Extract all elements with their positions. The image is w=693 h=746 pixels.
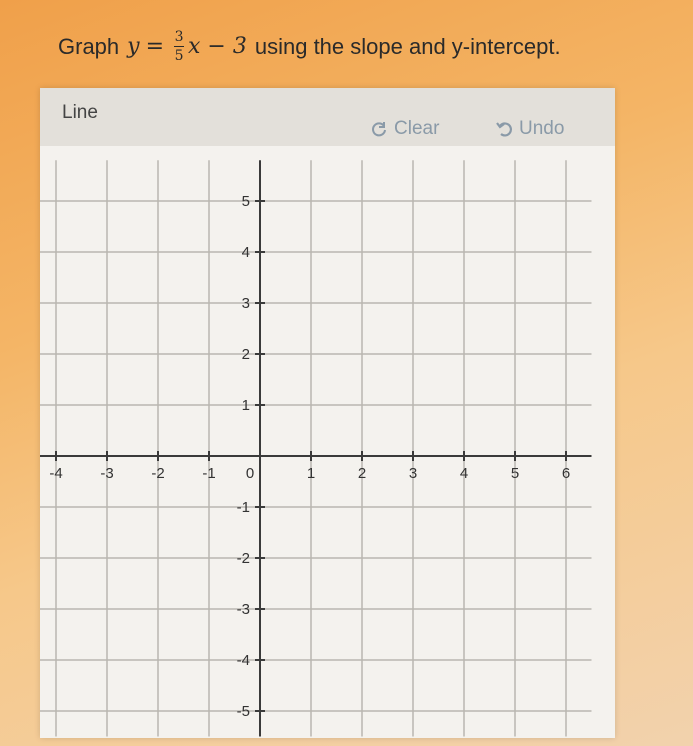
- x-tick-label: 6: [561, 465, 571, 482]
- equation-equals: =: [145, 34, 165, 59]
- clear-label: Clear: [394, 118, 440, 139]
- y-tick-label: -1: [236, 499, 250, 516]
- x-tick-label: 0: [245, 465, 255, 482]
- graph-toolbar: [40, 88, 615, 147]
- prompt-lead: Graph: [58, 33, 120, 59]
- y-tick-label: 3: [241, 295, 250, 312]
- x-tick-label: -1: [202, 465, 216, 482]
- y-tick-label: -2: [236, 550, 250, 567]
- graphing-panel: [40, 88, 615, 738]
- slope-fraction: [174, 30, 184, 63]
- refresh-icon: [370, 120, 388, 138]
- y-tick-label: -3: [236, 601, 250, 618]
- y-tick-label: 4: [241, 244, 250, 261]
- undo-button[interactable]: [495, 118, 564, 140]
- x-tick-label: 5: [510, 465, 520, 482]
- coordinate-grid[interactable]: [40, 146, 615, 738]
- question-prompt: [58, 30, 688, 63]
- grid-background: [40, 146, 615, 738]
- equation-rest: x − 3: [188, 34, 247, 59]
- x-tick-label: 3: [408, 465, 418, 482]
- x-tick-label: 2: [357, 465, 367, 482]
- undo-label: Undo: [519, 118, 565, 139]
- y-tick-label: 2: [241, 346, 250, 363]
- fraction-denominator: 5: [174, 48, 184, 64]
- clear-button[interactable]: [370, 118, 439, 140]
- fraction-numerator: 3: [174, 29, 184, 45]
- y-tick-label: 1: [241, 397, 250, 414]
- x-tick-label: -3: [100, 465, 114, 482]
- undo-arrow-icon: [495, 120, 513, 138]
- y-tick-label: -4: [236, 652, 250, 669]
- fraction-bar: [174, 46, 184, 47]
- x-tick-label: 1: [306, 465, 316, 482]
- y-tick-label: -5: [236, 703, 250, 720]
- x-tick-label: -2: [151, 465, 165, 482]
- y-tick-label: 5: [241, 193, 250, 210]
- prompt-tail: using the slope and y-intercept.: [254, 33, 561, 59]
- equation: [127, 30, 247, 63]
- x-tick-label: -4: [49, 465, 63, 482]
- equation-y: y: [127, 34, 140, 59]
- x-tick-label: 4: [459, 465, 469, 482]
- tool-line-label[interactable]: Line: [62, 102, 98, 123]
